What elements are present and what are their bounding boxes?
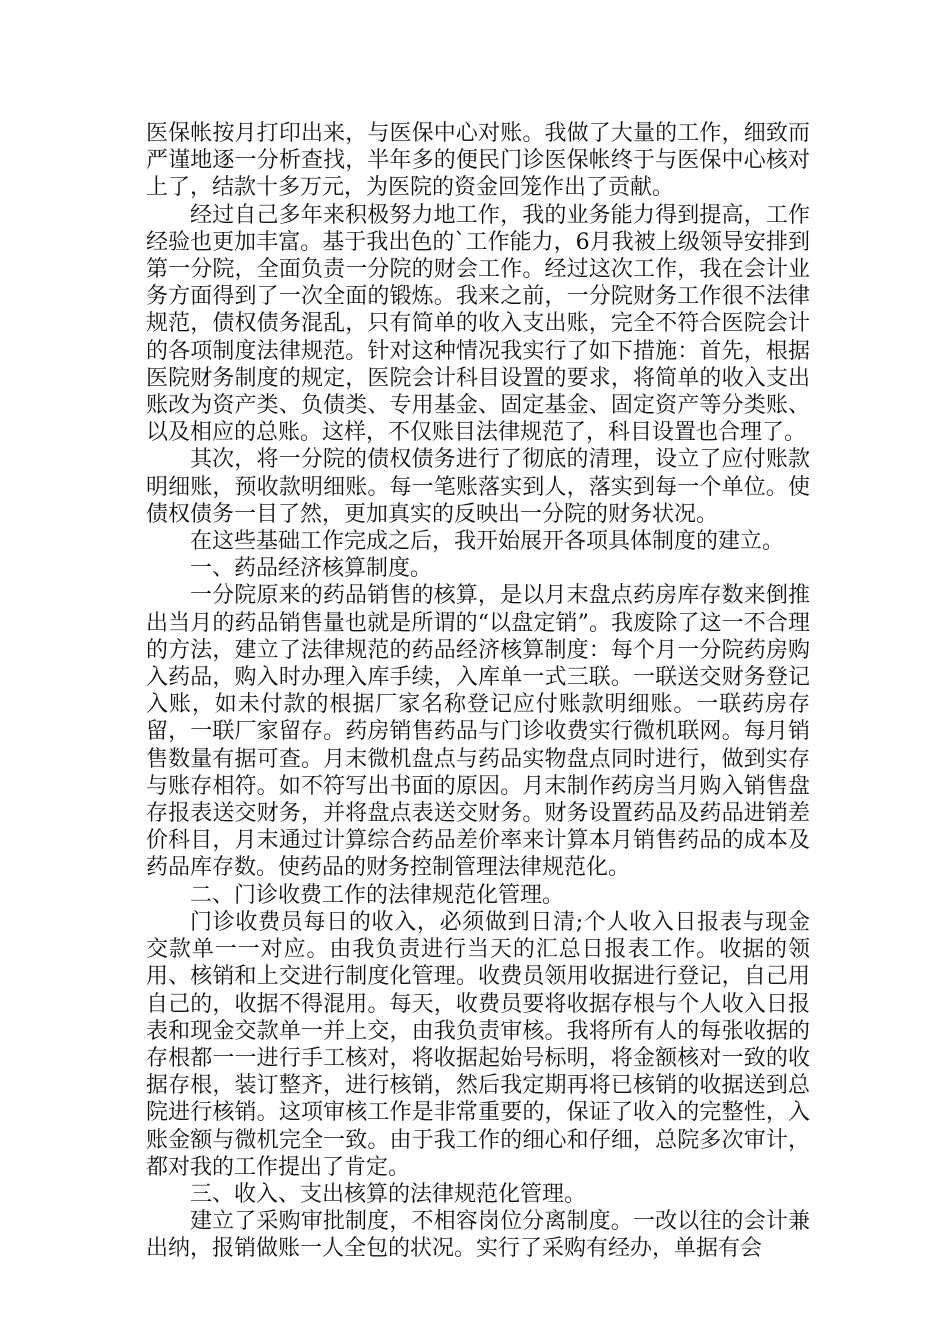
section-heading-1: 一、药品经济核算制度。 [190, 556, 433, 582]
document-body [146, 120, 810, 1263]
section-heading-2: 二、门诊收费工作的法律规范化管理。 [190, 882, 565, 908]
paragraph-5: 一分院原来的药品销售的核算，是以月末盘点药房库存数来倒推出当月的药品销售量也就是所谓的“以盘定销”。我废除了这一不合理的方法，建立了法律规范的药品经济核算制度：每个月一分院药房购入药品，购入时办理入库手续，入库单一式三联。一联送交财务登记入账，如未付款的根据厂家名称登记应付账款明细账。一联药房存留，一联厂家留存。药房销售药品与门诊收费实行微机联网。每月销售数量有据可查。月末微机盘点与药品实物盘点同时进行，做到实存与账存相符。如不符写出书面的原因。月末制作药房当月购入销售盘存报表送交财务，并将盘点表送交财务。财务设置药品及药品进销差价科目，月末通过计算综合药品差价率来计算本月销售药品的成本及药品库存数。使药品的财务控制管理法律规范化。 [146, 583, 810, 881]
paragraph-7: 建立了采购审批制度，不相容岗位分离制度。一改以往的会计兼出纳，报销做账一人全包的状况。实行了采购有经办，单据有会 [146, 1209, 810, 1262]
paragraph-2: 经过自己多年来积极努力地工作，我的业务能力得到提高，工作经验也更加丰富。基于我出色的`工作能力，6月我被上级领导安排到第一分院，全面负责一分院的财会工作。经过这次工作，我在会计业务方面得到了一次全面的锻炼。我来之前，一分院财务工作很不法律规范，债权债务混乱，只有简单的收入支出账，完全不符合医院会计的各项制度法律规范。针对这种情况我实行了如下措施：首先，根据医院财务制度的规定，医院会计科目设置的要求，将简单的收入支出账改为资产类、负债类、专用基金、固定基金、固定资产等分类账、以及相应的总账。这样，不仅账目法律规范了，科目设置也合理了。 [146, 202, 810, 446]
paragraph-4: 在这些基础工作完成之后，我开始展开各项具体制度的建立。 [190, 529, 785, 555]
section-heading-3: 三、收入、支出核算的法律规范化管理。 [190, 1181, 587, 1207]
paragraph-3: 其次，将一分院的债权债务进行了彻底的清理，设立了应付账款明细账，预收款明细账。每一笔账落实到人，落实到每一个单位。使债权债务一目了然，更加真实的反映出一分院的财务状况。 [146, 447, 810, 527]
paragraph-6: 门诊收费员每日的收入，必须做到日清;个人收入日报表与现金交款单一一对应。由我负责进行当天的汇总日报表工作。收据的领用、核销和上交进行制度化管理。收费员领用收据进行登记，自己用自己的，收据不得混用。每天，收费员要将收据存根与个人收入日报表和现金交款单一并上交，由我负责审核。我将所有人的每张收据的存根都一一进行手工核对，将收据起始号标明，将金额核对一致的收据存根，装订整齐，进行核销，然后我定期再将已核销的收据送到总院进行核销。这项审核工作是非常重要的，保证了收入的完整性，入账金额与微机完全一致。由于我工作的细心和仔细，总院多次审计，都对我的工作提出了肯定。 [146, 909, 810, 1180]
paragraph-1: 医保帐按月打印出来，与医保中心对账。我做了大量的工作，细致而严谨地逐一分析查找，半年多的便民门诊医保帐终于与医保中心核对上了，结款十多万元，为医院的资金回笼作出了贡献。 [146, 121, 810, 201]
